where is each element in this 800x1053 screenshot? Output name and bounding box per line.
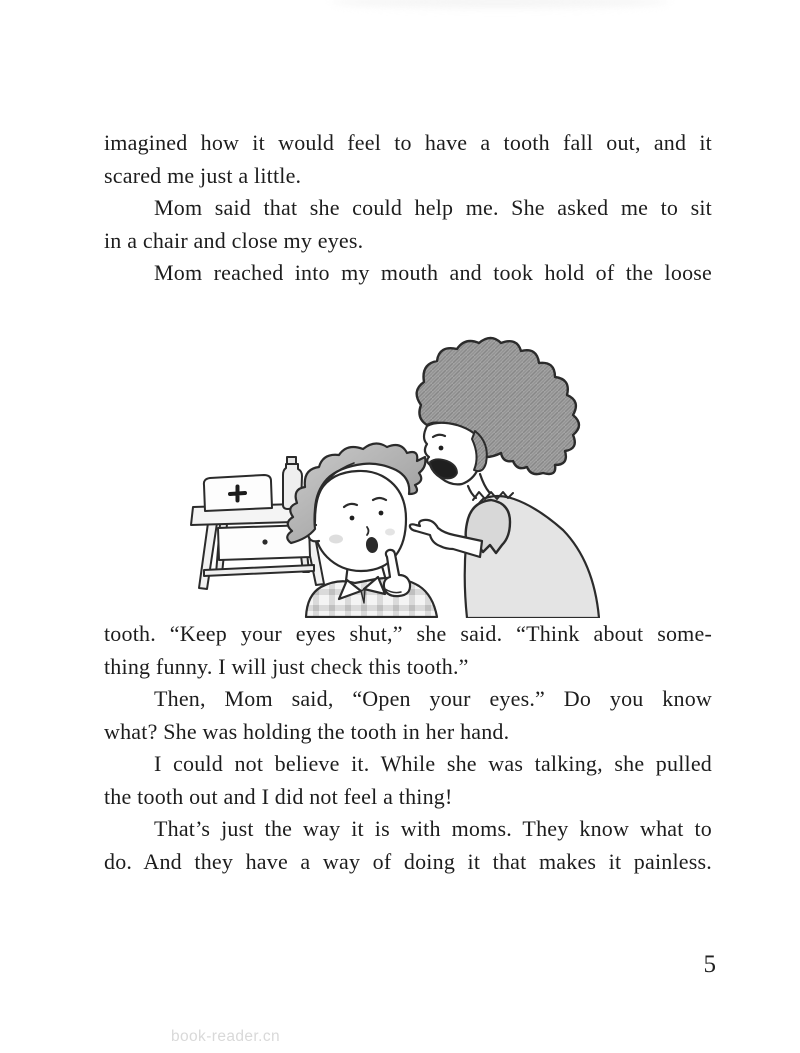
text-line: Mom said that she could help me. She asked me to sit: [154, 195, 712, 220]
text-line: in a chair and close my eyes.: [104, 227, 364, 253]
mom-eye: [439, 446, 444, 451]
text-line: I could not believe it. While she was talking, she pulled: [154, 751, 712, 776]
watermark: book-reader.cn: [171, 1028, 280, 1045]
text-line: thing funny. I will just check this tooth.”: [104, 653, 469, 679]
boy-blush: [385, 529, 395, 536]
text-line: what? She was holding the tooth in her hand.: [104, 718, 510, 744]
bottle-cap: [287, 457, 296, 464]
story-illustration: [180, 328, 600, 618]
mom: [410, 338, 599, 618]
table-leg: [199, 523, 217, 589]
text-line: imagined how it would feel to have a tooth fall out, and it: [104, 130, 712, 155]
scan-artifact: [330, 0, 670, 8]
boy-pointing-hand: [384, 550, 410, 596]
story-text-top: [104, 127, 712, 290]
boy-blush: [329, 535, 343, 544]
text-line: Then, Mom said, “Open your eyes.” Do you know: [154, 686, 712, 711]
text-line: do. And they have a way of doing it that makes it painless.: [104, 848, 712, 874]
text-line: the tooth out and I did not feel a thing!: [104, 783, 453, 809]
page-number: 5: [703, 951, 716, 978]
text-line: Mom reached into my mouth and took hold of the loose: [154, 260, 712, 285]
text-line: scared me just a little.: [104, 162, 302, 188]
text-line: That’s just the way it is with moms. They know what to: [154, 816, 712, 841]
text-line: tooth. “Keep your eyes shut,” she said. “Think about some-: [104, 621, 712, 646]
boy-eye: [350, 516, 355, 521]
mom-neck-line: [480, 474, 489, 492]
story-text-bottom: [104, 618, 712, 878]
boy-eye: [379, 511, 384, 516]
drawer-knob: [262, 539, 267, 544]
